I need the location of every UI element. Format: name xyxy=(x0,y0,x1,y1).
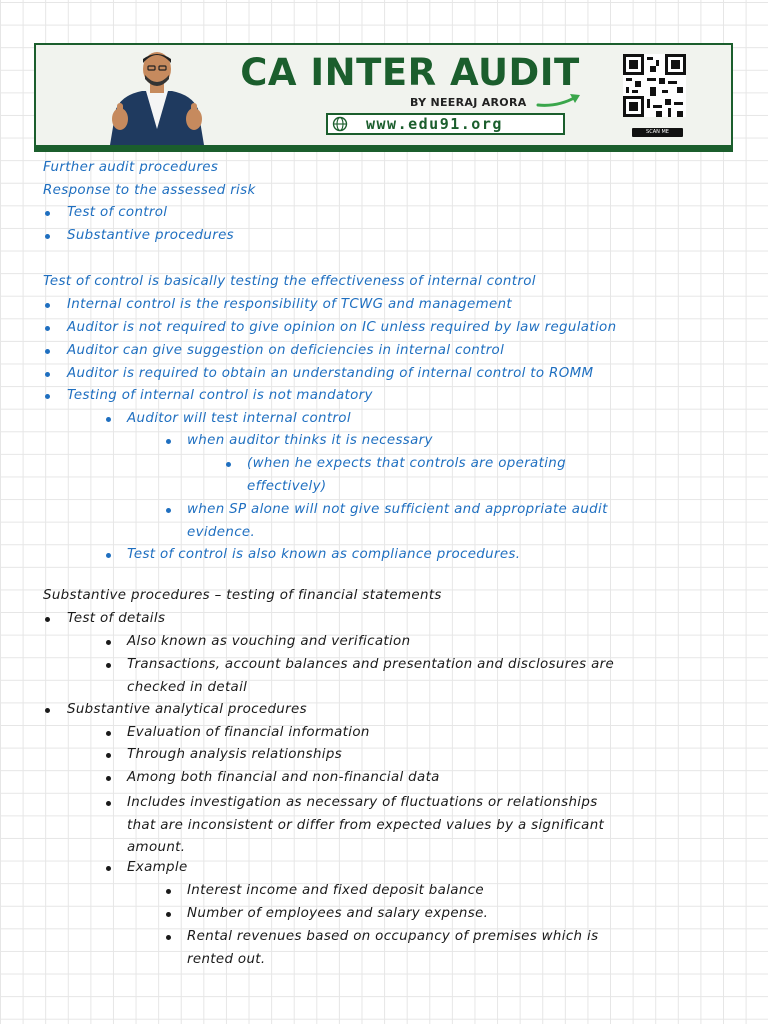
bullet xyxy=(45,349,50,354)
list-item: Substantive procedures xyxy=(67,228,235,243)
list-item-continuation: amount. xyxy=(127,840,186,855)
example-item: Interest income and fixed deposit balance xyxy=(187,883,484,898)
bullet xyxy=(45,394,50,399)
bullet xyxy=(106,417,111,422)
list-item: Evaluation of financial information xyxy=(127,725,370,740)
bullet xyxy=(166,439,171,444)
list-item: Among both financial and non-financial data xyxy=(127,770,440,785)
bullet xyxy=(106,801,111,806)
scan-me-label: SCAN ME xyxy=(632,128,683,137)
list-item-continuation: effectively) xyxy=(247,479,327,494)
bullet xyxy=(45,708,50,713)
list-item: Auditor will test internal control xyxy=(127,411,351,426)
list-item: Test of control xyxy=(67,205,168,220)
bullet xyxy=(106,553,111,558)
bullet xyxy=(226,462,231,467)
example-item: Rental revenues based on occupancy of premises which is xyxy=(187,929,599,944)
list-item-continuation: that are inconsistent or differ from expected values by a significant xyxy=(127,818,605,833)
list-item: Test of details xyxy=(67,611,166,626)
list-item: Internal control is the responsibility of TCWG and management xyxy=(67,297,513,312)
list-item: Test of control is also known as compliance procedures. xyxy=(127,547,521,562)
bullet xyxy=(106,640,111,645)
list-item: when auditor thinks it is necessary xyxy=(187,433,433,448)
list-item: when SP alone will not give sufficient and appropriate audit xyxy=(187,502,608,517)
list-item: Testing of internal control is not mandatory xyxy=(67,388,373,403)
bullet xyxy=(106,776,111,781)
list-item: Auditor is not required to give opinion on IC unless required by law regulation xyxy=(67,320,617,335)
list-item: Substantive analytical procedures xyxy=(67,702,307,717)
bullet xyxy=(45,372,50,377)
bullet xyxy=(166,508,171,513)
bullet xyxy=(166,935,171,940)
bullet xyxy=(106,866,111,871)
bullet xyxy=(106,663,111,668)
section-title: Substantive procedures – testing of financial statements xyxy=(43,588,442,603)
bullet xyxy=(45,303,50,308)
list-item: Auditor can give suggestion on deficiencies in internal control xyxy=(67,343,505,358)
author-byline: BY NEERAJ ARORA xyxy=(410,96,527,109)
list-item-continuation: checked in detail xyxy=(127,680,248,695)
list-item: Transactions, account balances and presentation and disclosures are xyxy=(127,657,615,672)
list-item: Includes investigation as necessary of fluctuations or relationships xyxy=(127,795,598,810)
list-item: Through analysis relationships xyxy=(127,747,343,762)
bullet xyxy=(106,753,111,758)
list-item: (when he expects that controls are operating xyxy=(247,456,566,471)
example-item: Number of employees and salary expense. xyxy=(187,906,489,921)
bullet xyxy=(45,326,50,331)
page-title: CA INTER AUDIT xyxy=(240,51,580,94)
bullet xyxy=(45,617,50,622)
example-item-continuation: rented out. xyxy=(187,952,266,967)
section-title: Test of control is basically testing the effectiveness of internal control xyxy=(43,274,536,289)
list-item: Example xyxy=(127,860,188,875)
website-link[interactable]: www.edu91.org xyxy=(366,115,503,133)
bullet xyxy=(45,211,50,216)
list-item: Auditor is required to obtain an understanding of internal control to ROMM xyxy=(67,366,594,381)
notes-heading: Further audit procedures xyxy=(43,160,219,175)
notes-subheading: Response to the assessed risk xyxy=(43,183,256,198)
bullet xyxy=(45,234,50,239)
bullet xyxy=(166,889,171,894)
list-item-continuation: evidence. xyxy=(187,525,256,540)
list-item: Also known as vouching and verification xyxy=(127,634,411,649)
bullet xyxy=(166,912,171,917)
bullet xyxy=(106,731,111,736)
